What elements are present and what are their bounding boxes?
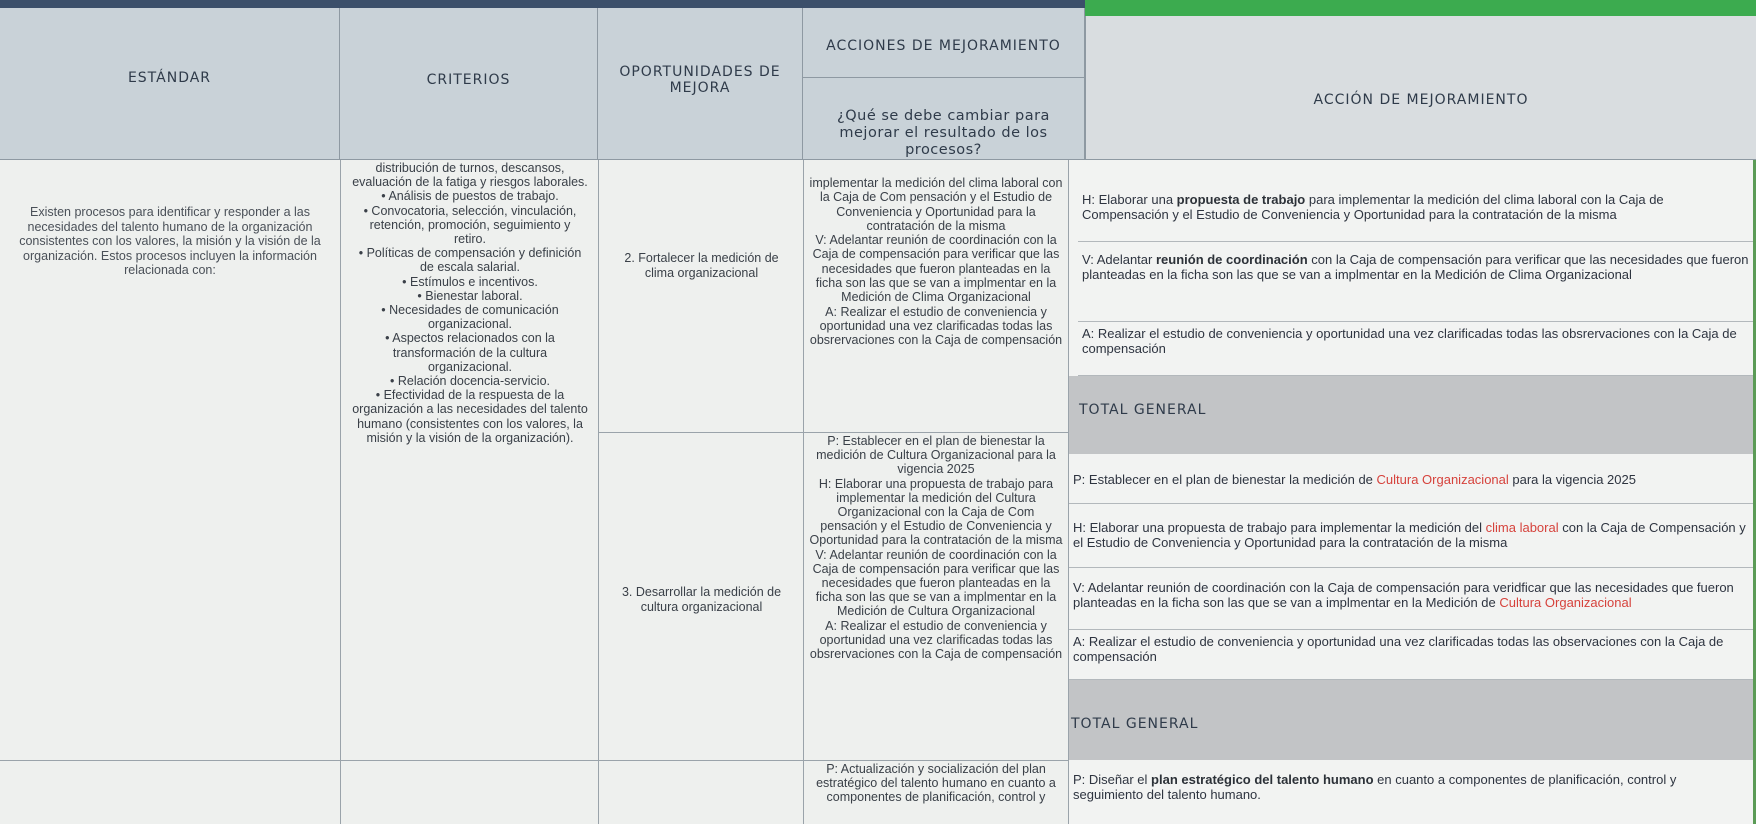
accion-text: con la Caja de compensación para verificar que las necesidades que fueron planteadas en la ficha son las que se van a implmentar en la Medición de Clima Organizacional xyxy=(1082,252,1749,282)
header-oportunidades xyxy=(598,8,803,160)
phva-clima-text: implementar la medición del clima laboral con la Caja de Com pensación y el Estudio de Conveniencia y Oportunidad para la contratación de la misma V: Adelantar reunión de coordinación con la Caja de compensación para verificar que las necesidades que fueron planteadas en la ficha son las que se van a implmentar en la Medición de Clima Organizacional A: Realizar el estudio de conveniencia y oportunidad una vez clarificadas todas las obsrervaciones con la Caja de compensación xyxy=(809,176,1063,348)
accion-bold: propuesta de trabajo xyxy=(1176,192,1306,207)
header-acciones xyxy=(803,8,1085,78)
estandar-text: Existen procesos para identificar y responder a las necesidades del talento humano de la organización consistentes con los valores, la misión y la visión de la organización. Estos procesos incluyen la información relacionada con: xyxy=(19,205,321,277)
accion-text: V: Adelantar reunión de coordinación con la Caja de compensación para veridficar que las necesidades que fueron planteadas en la ficha son las que se van a implmentar en la Medición de xyxy=(1073,580,1734,610)
accion-bold: plan estratégico del talento humano xyxy=(1151,772,1374,787)
accion-highlight: Cultura Organizacional xyxy=(1376,472,1509,487)
col-divider xyxy=(340,160,341,824)
top-accent-bar xyxy=(0,0,1085,8)
accion-cultura-h xyxy=(1069,504,1753,568)
col-divider xyxy=(598,160,599,824)
accion-text: P: Establecer en el plan de bienestar la medición de xyxy=(1073,472,1377,487)
total-general-label: TOTAL GENERAL xyxy=(1071,716,1199,732)
accion-highlight: Cultura Organizacional xyxy=(1499,595,1632,610)
accion-text: en cuanto a componentes de planificación, control y seguimiento del talento humano. xyxy=(1073,772,1677,802)
top-accent-bar-green xyxy=(1085,0,1756,16)
accion-text: A: Realizar el estudio de conveniencia y oportunidad una vez clarificadas todas las obsrervaciones con la Caja de compensación xyxy=(1082,326,1737,356)
accion-clima-h xyxy=(1078,190,1753,242)
accion-text: con la Caja de Compensación y el Estudio de Conveniencia y Oportunidad para la contratación de la misma xyxy=(1073,520,1746,550)
accion-cultura-p xyxy=(1069,454,1753,504)
oportunidad-cultura: 3. Desarrollar la medición de cultura organizacional xyxy=(621,585,782,614)
criterios-text: distribución de turnos, descansos, evaluación de la fatiga y riesgos laborales. • Análisis de puestos de trabajo. • Convocatoria, selección, vinculación, retención, promoción, seguimiento y retiro. • Políticas de compensación y definición de escala salarial. • Estímulos e incentivos. • Bienestar laboral. • Necesidades de comunicación organizacional. • Aspectos relacionados con la transformación de la cultura organizacional. • Relación docencia-servicio. • Efectividad de la respuesta de la organización a las necesidades del talento humano (consistentes con los valores, la misión y la visión de la organización). xyxy=(352,161,588,445)
phva-cultura-text: P: Establecer en el plan de bienestar la medición de Cultura Organizacional para la vigencia 2025 H: Elaborar una propuesta de trabajo para implementar la medición del Cultura Organizacional con la Caja de Com pensación y el Estudio de Conveniencia y Oportunidad para la contratación de la misma V: Adelantar reunión de coordinación con la Caja de compensación para verificar que las necesidades que fueron planteadas en la ficha son las que se van a implmentar en la Medición de Cultura Organizacional A: Realizar el estudio de conveniencia y oportunidad una vez clarificadas todas las obsrervaciones con la Caja de compensación xyxy=(809,434,1063,662)
header-acciones-label: ACCIONES DE MEJORAMIENTO xyxy=(826,38,1061,54)
accion-text: H: Elaborar una propuesta de trabajo para implementar la medición del xyxy=(1073,520,1486,535)
header-criterios xyxy=(340,8,598,160)
accion-clima-v xyxy=(1078,250,1753,322)
row-divider xyxy=(0,760,1068,761)
header-accion xyxy=(1085,16,1756,160)
header-estandar-label: ESTÁNDAR xyxy=(127,70,212,86)
accion-text: P: Diseñar el xyxy=(1073,772,1152,787)
accion-cultura-a xyxy=(1069,630,1753,680)
accion-text: A: Realizar el estudio de conveniencia y oportunidad una vez clarificadas todas las observaciones con la Caja de compensación xyxy=(1073,634,1724,664)
accion-text: para implementar la medición del clima laboral con la Caja de Compensación y el Estudio de Conveniencia y Oportunidad para la contratación de la misma xyxy=(1082,192,1664,222)
accion-text: V: Adelantar xyxy=(1082,252,1156,267)
accion-plan-p xyxy=(1069,772,1753,824)
oportunidad-clima: 2. Fortalecer la medición de clima organizacional xyxy=(624,251,779,280)
accion-cultura-v xyxy=(1069,568,1753,630)
header-estandar xyxy=(0,8,340,160)
header-pregunta-label: ¿Qué se debe cambiar para mejorar el resultado de los procesos? xyxy=(837,108,1050,158)
accion-text: H: Elaborar una xyxy=(1082,192,1177,207)
total-general-row-1 xyxy=(1069,376,1753,454)
row-divider xyxy=(598,432,1068,433)
accion-clima-a xyxy=(1078,324,1753,376)
accion-highlight: clima laboral xyxy=(1485,520,1559,535)
phva-plan-text: P: Actualización y socialización del plan estratégico del talento humano en cuanto a componentes de planificación, control y xyxy=(816,762,1056,804)
accion-bold: reunión de coordinación xyxy=(1155,252,1308,267)
accion-text: para la vigencia 2025 xyxy=(1508,472,1636,487)
total-general-row-2 xyxy=(1069,680,1753,760)
header-pregunta xyxy=(803,78,1085,160)
header-criterios-label: CRITERIOS xyxy=(426,72,511,88)
header-oportunidades-label: OPORTUNIDADES DE MEJORA xyxy=(619,64,781,96)
header-accion-label: ACCIÓN DE MEJORAMIENTO xyxy=(1313,92,1529,108)
total-general-label: TOTAL GENERAL xyxy=(1079,402,1207,418)
